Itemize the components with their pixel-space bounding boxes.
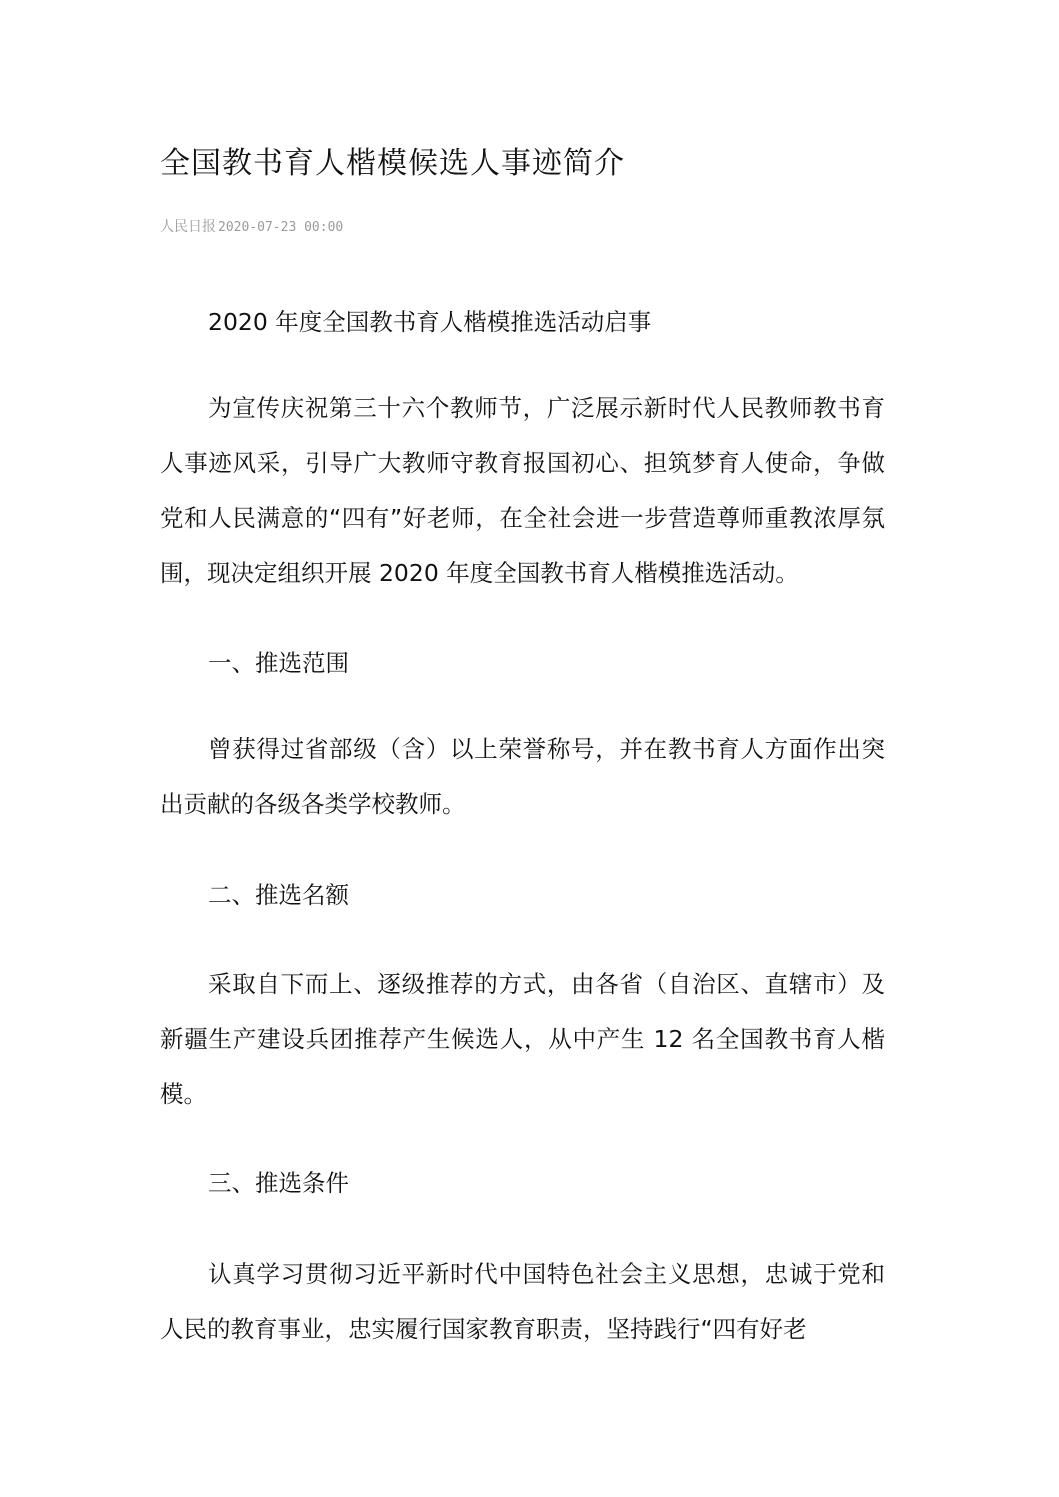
article-source: 人民日报 (160, 219, 216, 235)
section-body-criteria: 认真学习贯彻习近平新时代中国特色社会主义思想，忠诚于党和人民的教育事业，忠实履行国家教育职责，坚持践行“四有好老 (160, 1260, 885, 1343)
section-heading-criteria: 三、推选条件 (208, 1169, 349, 1197)
article-meta (160, 216, 343, 236)
notice-title: 2020 年度全国教书育人楷模推选活动启事 (208, 308, 652, 336)
article-date: 2020-07-23 00:00 (218, 220, 344, 235)
intro-paragraph: 为宣传庆祝第三十六个教师节，广泛展示新时代人民教师教书育人事迹风采，引导广大教师守教育报国初心、担筑梦育人使命，争做党和人民满意的“四有”好老师，在全社会进一步营造尊师重教浓厚氛围，现决定组织开展 2020 年度全国教书育人楷模推选活动。 (160, 394, 885, 587)
section-heading-quota: 二、推选名额 (208, 881, 349, 909)
section-body-quota: 采取自下而上、逐级推荐的方式，由各省（自治区、直辖市）及新疆生产建设兵团推荐产生候选人，从中产生 12 名全国教书育人楷模。 (160, 970, 885, 1108)
section-heading-scope: 一、推选范围 (208, 649, 349, 677)
article-title: 全国教书育人楷模候选人事迹简介 (160, 146, 625, 181)
section-body-scope: 曾获得过省部级（含）以上荣誉称号，并在教书育人方面作出突出贡献的各级各类学校教师。 (160, 735, 885, 818)
